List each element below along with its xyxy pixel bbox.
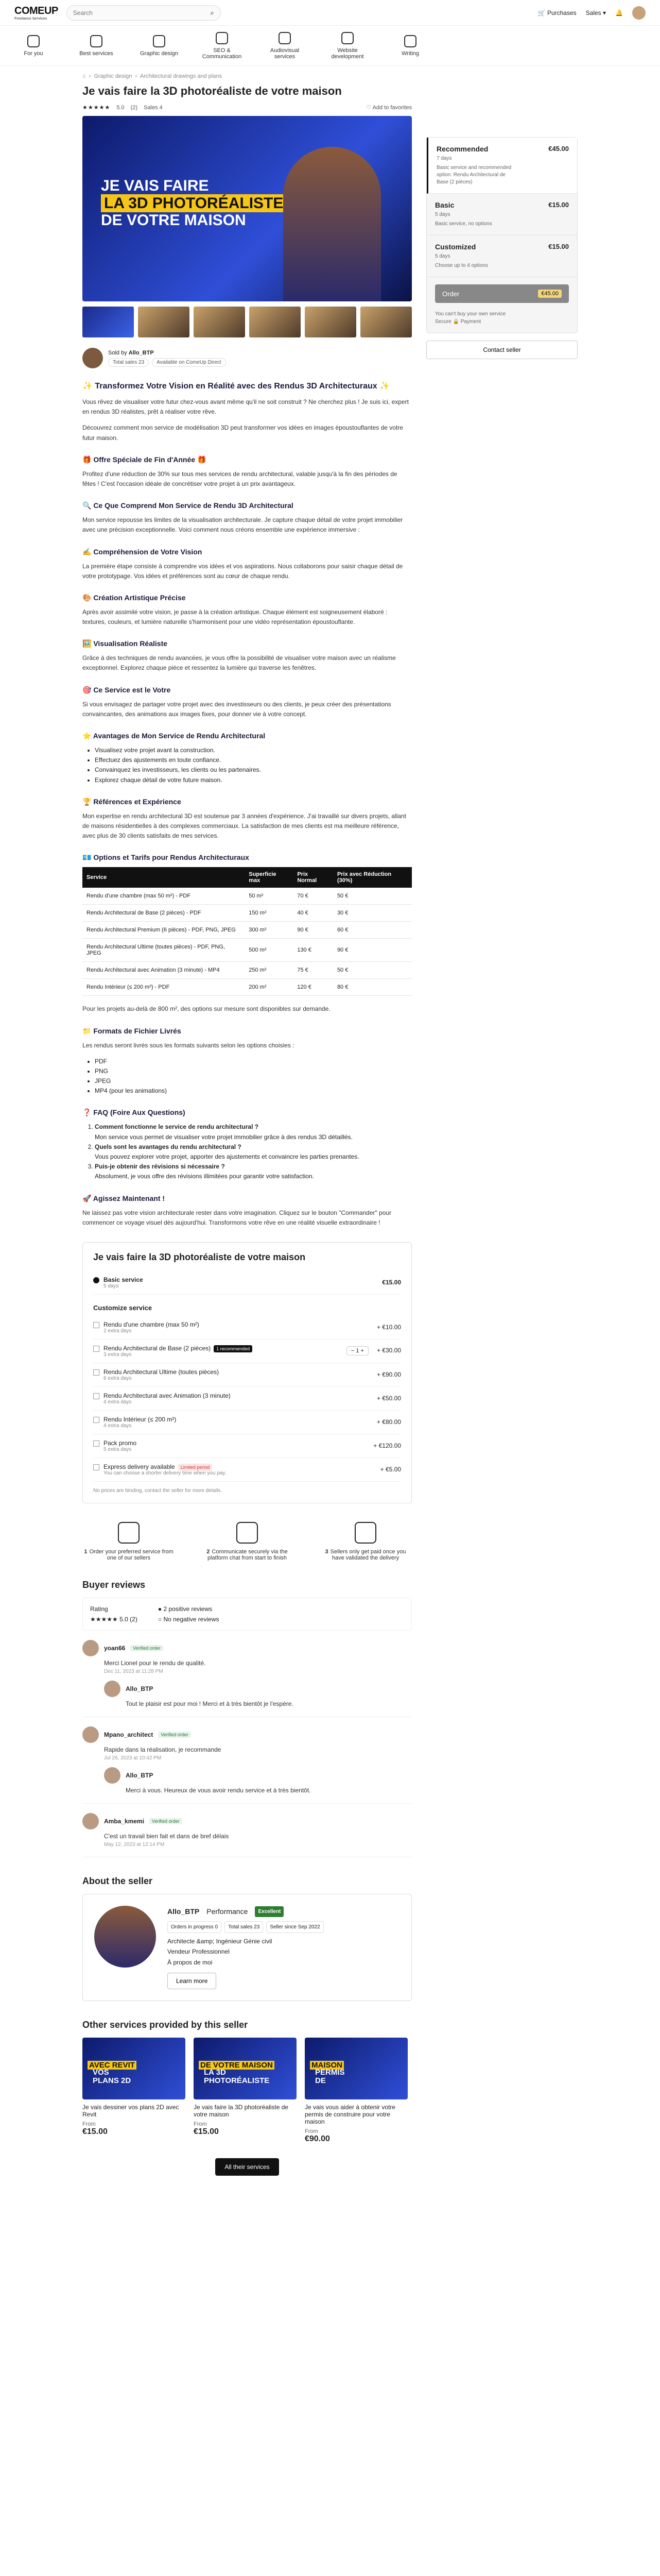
option-row[interactable]: Rendu Intérieur (≤ 200 m²) 4 extra days + €80.00 [93, 1411, 401, 1434]
rating-row: ★★★★★ 5.0 (2) Sales 4 ♡ Add to favorites [82, 104, 412, 111]
option-row[interactable]: Rendu Architectural avec Animation (3 minute) 4 extra days + €50.00 [93, 1387, 401, 1411]
service-card-image: LA 3D PHOTORÉALISTE DE VOTRE MAISON [194, 2038, 297, 2099]
money-icon [355, 1522, 376, 1544]
page-title: Je vais faire la 3D photoréaliste de votre maison [82, 84, 342, 97]
cat-audiovisual[interactable]: Audiovisual services [262, 32, 308, 60]
contact-seller-button[interactable]: Contact seller [426, 341, 578, 359]
checkbox[interactable] [93, 1464, 99, 1470]
seller-reply: Allo_BTP Tout le plaisir est pour moi ! Merci et à très bientôt je l'espère. [104, 1681, 412, 1707]
advantages-list: • Visualisez votre projet avant la construction. • Effectuez des ajustements en toute confiance. • Convainquez les investisseurs, les clients ou les partenaires. • Explorez chaque détail de votre future maison. [82, 745, 412, 785]
home-icon [27, 35, 40, 47]
main-column [82, 66, 412, 2190]
table-row: Rendu d'une chambre (max 50 m²) - PDF 50 m² 70 € 50 € [82, 888, 412, 905]
express-option[interactable]: Express delivery available Limited period You can choose a shorter delivery time when you pay. + €5.00 [93, 1458, 401, 1482]
sales-pill: Total sales 23 [108, 358, 149, 367]
star-rating-icon: ★★★★★ [90, 1615, 118, 1623]
breadcrumb-item[interactable]: Graphic design [94, 73, 132, 79]
sales-link[interactable]: Sales ▾ [585, 9, 606, 16]
pen-icon [153, 35, 165, 47]
plan-customized[interactable]: Customized 5 days Choose up to 4 options €15.00 [427, 235, 577, 277]
service-card[interactable]: VOS PLANS 2D AVEC REVIT Je vais dessiner vos plans 2D avec Revit From €15.00 [82, 2038, 185, 2144]
logo[interactable]: COMEUP Freelance Services [14, 5, 58, 21]
monitor-icon [341, 32, 354, 44]
table-row: Rendu Intérieur (≤ 200 m²) - PDF 200 m² 120 € 80 € [82, 979, 412, 996]
avatar[interactable] [82, 348, 103, 368]
seller-photo [283, 147, 381, 301]
radio-icon[interactable] [93, 1277, 99, 1283]
checkbox[interactable] [93, 1440, 99, 1447]
order-button[interactable]: Order €45.00 [435, 284, 569, 303]
thumbnail[interactable] [82, 307, 134, 337]
user-avatar[interactable] [632, 6, 646, 20]
home-icon[interactable]: ⌂ [82, 73, 86, 79]
thumbnail[interactable] [360, 307, 412, 337]
step: 1 Order your preferred service from one of our sellers [82, 1522, 175, 1561]
avatar [104, 1767, 120, 1784]
service-card-image: VOS PLANS 2D AVEC REVIT [82, 2038, 185, 2099]
avatar [82, 1640, 99, 1656]
seller-name[interactable]: Allo_BTP [128, 349, 154, 356]
thumbnail[interactable] [249, 307, 301, 337]
search-icon[interactable]: ⌕ [210, 8, 214, 16]
cat-seo[interactable]: SEO & Communication [199, 32, 245, 60]
category-nav [0, 26, 660, 66]
purchases-link[interactable]: 🛒 Purchases [537, 9, 577, 16]
avatar [104, 1681, 120, 1697]
option-row[interactable]: Rendu Architectural Ultime (toutes pièces) 6 extra days + €90.00 [93, 1363, 401, 1387]
star-rating-icon: ★★★★★ [82, 105, 111, 111]
seller-reply: Allo_BTP Merci à vous. Heureux de vous avoir rendu service et à très bientôt. [104, 1767, 412, 1794]
table-row: Rendu Architectural de Base (2 pièces) - PDF 150 m² 40 € 30 € [82, 905, 412, 922]
comeup-direct-pill: Available on ComeUp Direct [152, 358, 225, 367]
review: Mpano_architect Verified order Rapide dans la réalisation, je recommande Jul 26, 2023 at 10:42 PM Allo_BTP Merci à vous. Heureux de vous avoir rendu service et à très bientôt. [82, 1717, 412, 1804]
thumbnail-strip [82, 307, 412, 337]
option-row[interactable]: Pack promo 5 extra days + €120.00 [93, 1434, 401, 1458]
thumbnail[interactable] [194, 307, 245, 337]
review: yoan66 Verified order Merci Lionel pour le rendu de qualité. Dec 11, 2023 at 11:28 PM Allo_BTP Tout le plaisir est pour moi ! Merci et à très bientôt je l'espère. [82, 1631, 412, 1717]
cat-best[interactable]: Best services [73, 35, 119, 57]
breadcrumb: ⌂ › Graphic design › Architectural drawings and plans [82, 73, 222, 79]
checkbox[interactable] [93, 1346, 99, 1352]
chart-icon [216, 32, 228, 44]
plan-recommended[interactable]: Recommended 7 days Basic service and recommended option: Rendu Architectural de Base (2 pièces) €45.00 [427, 138, 577, 194]
chat-icon [236, 1522, 258, 1544]
quantity-stepper[interactable]: − 1 + [346, 1346, 369, 1355]
checkbox[interactable] [93, 1393, 99, 1399]
bell-icon[interactable]: 🔔 [615, 9, 623, 16]
pencil-icon [404, 35, 416, 47]
avatar [82, 1813, 99, 1829]
avatar [82, 1726, 99, 1743]
rating-summary: Rating ★★★★★ 5.0 (2) ● 2 positive reviews ○ No negative reviews [82, 1598, 412, 1631]
reviews-title: Buyer reviews [82, 1579, 146, 1590]
recommended-badge: 1 recommended [214, 1345, 252, 1352]
price-table: Service Superficie max Prix Normal Prix avec Réduction (30%) Rendu d'une chambre (max 50 m²) - PDF 50 m² 70 € 50 € Rendu Architectural de Base (2 pièces) - PDF 150 m² 40 € 30 € Rendu Architectural Premium (6 pièces) - PDF, PNG, JPEG 300 m² 90 € 60 € Rendu Architectural Ultime (toutes pièces) - PDF, PNG, JPEG 500 m² 130 € 90 € Rendu Architectural avec Animation (3 minute) - MP4 250 m² 75 € 50 € Rendu Intérieur (≤ 200 m²) - PDF 200 m² 120 € 80 € [82, 867, 412, 996]
faq-list: 1. Comment fonctionne le service de rendu architectural ? Mon service vous permet de visualiser votre projet immobilier grâce à des rendus 3D détaillés. 2. Quels sont les avantages du rendu architectural ? Vous pouvez explorer votre projet, apporter des ajustements et convaincre les parties prenantes. 3. Puis-je obtenir des révisions si nécessaire ? Absolument, je vous offre des révisions illimitées pour garantir votre satisfaction. [82, 1122, 412, 1181]
checkbox[interactable] [93, 1417, 99, 1423]
service-main-image[interactable] [82, 116, 412, 301]
basic-service-option[interactable]: Basic service 5 days €15.00 [93, 1271, 401, 1295]
hero-text: JE VAIS FAIRE LA 3D PHOTORÉALISTE DE VOTRE MAISON [101, 178, 286, 229]
option-row[interactable]: Rendu d'une chambre (max 50 m²) 2 extra days + €10.00 [93, 1316, 401, 1340]
plan-basic[interactable]: Basic 5 days Basic service, no options €15.00 [427, 194, 577, 235]
cat-website[interactable]: Website development [324, 32, 371, 60]
star-icon [90, 35, 102, 47]
search-bar[interactable] [66, 5, 221, 21]
seller-line: Sold by Allo_BTP Total sales 23 Available on ComeUp Direct [82, 348, 412, 368]
cart-icon [118, 1522, 140, 1544]
cat-for-you[interactable]: For you [10, 35, 57, 57]
breadcrumb-item[interactable]: Architectural drawings and plans [140, 73, 222, 79]
service-description: ✨ Transformez Votre Vision en Réalité avec des Rendus 3D Architecturaux ✨ Vous rêvez de visualiser votre futur chez-vous avant même qu'il ne soit construit ? Ne cherchez plus ! Je suis ici, expert en rendus 3D réalistes, prêt à réaliser votre rêve. Découvrez comment mon service de modélisation 3D peut transformer vos idées en images époustouflantes de votre futur maison. 🎁 Offre Spéciale de Fin d'Année 🎁 Profitez d'une réduction de 30% sur tous mes services de rendu architectural, valable jusqu'à la fin des périodes de fêtes ! C'est l'occasion idéale de concrétiser votre projet à un prix avantageux. 🔍 Ce Que Comprend Mon Service de Rendu 3D Architectural Mon service repousse les limites de la visualisation architecturale. Je capture chaque détail de votre projet immobilier avec une précision exceptionnelle. Voici comment nous créons ensemble une expérience immersive : ✍️ Compréhension de Votre Vision La première étape consiste à comprendre vos idées et vos aspirations. Nous collaborons pour saisir chaque détail de votre prototypage. Vos idées et préférences sont au cœur de chaque rendu. 🎨 Création Artistique Précise Après avoir assimilé votre vision, je passe à la création artistique. Chaque élément est soigneusement élaboré : textures, couleurs, et lumière naturelle s'harmonisent pour une vidéo représentation époustouflante. 🖼️ Visualisation Réaliste Grâce à des techniques de rendu avancées, je vous offre la possibilité de visualiser votre maison avec un réalisme exceptionnel. Explorez chaque pièce et ressentez la lumière qui traverse les fenêtres. 🎯 Ce Service est le Votre Si vous envisagez de partager votre projet avec des investisseurs ou des clients, je peux créer des présentations convaincantes, des animations aux images fixes, pour donner vie à votre concept. ⭐ Avantages de Mon Service de Rendu Architectural • Visualisez votre projet avant la construction. • Effectuez des ajustements en toute confiance. • Convainquez les investisseurs, les clients ou les partenaires. • Explorez chaque détail de votre future maison. 🏆 Références et Expérience Mon expertise en rendu architectural 3D est soutenue par 3 années d'expérience. J'ai travaillé sur divers projets, allant de maisons résidentielles à des complexes commerciaux. La satisfaction de mes clients est ma meilleure référence, avec plus de 30 clients satisfaits de mes services. 💶 Options et Tarifs pour Rendus Architecturaux Service Superficie max Prix Normal Prix avec Réduction (30%) Rendu d'une chambre (max 50 m²) - PDF 50 m² 70 € 50 € Rendu Architectural de Base (2 pièces) - PDF 150 m² 40 € 30 € Rendu Architectural Premium (6 pièces) - PDF, PNG, JPEG 300 m² 90 € 60 € Rendu Architectural Ultime (toutes pièces) - PDF, PNG, JPEG 500 m² 130 € 90 € Rendu Architectural avec Animation (3 minute) - MP4 250 m² 75 € 50 € Rendu Intérieur (≤ 200 m²) - PDF 200 m² 120 € 80 € Pour les projets au-delà de 800 m², des options sur mesure sont disponibles sur demande. 📁 Formats de Fichier Livrés Les rendus seront livrés sous les formats suivants selon les options choisies : • PDF • PNG • JPEG • MP4 (pour les animations) ❓ FAQ (Foire Aux Questions) 1. Comment fonctionne le service de rendu architectural ? Mon service vous permet de visualiser votre projet immobilier grâce à des rendus 3D détaillés. 2. Quels sont les avantages du rendu architectural ? Vous pouvez explorer votre projet, apporter des ajustements et convaincre les parties prenantes. 3. Puis-je obtenir des révisions si nécessaire ? Absolument, je vous offre des révisions illimitées pour garantir votre satisfaction. 🚀 Agissez Maintenant ! Ne laissez pas votre vision architecturale rester dans votre imagination. Cliquez sur le bouton "Commander" pour commencer ce voyage visuel dès aujourd'hui. Transformons votre rêve en une réalité visuelle extraordinaire ! [82, 381, 412, 1228]
cat-writing[interactable]: Writing [387, 35, 433, 57]
checkbox[interactable] [93, 1322, 99, 1328]
learn-more-button[interactable]: Learn more [167, 1973, 216, 1989]
sidebar-note: You can't buy your own service Secure 🔒 Payment [435, 311, 506, 325]
about-seller: Allo_BTP Performance Excellent Orders in progress 0 Total sales 23 Seller since Sep 2022 Architecte &amp; Ingénieur Génie civil Vendeur Professionnel À propos de moi Learn more [82, 1894, 412, 2001]
thumbnail[interactable] [138, 307, 189, 337]
step: 2 Communicate securely via the platform chat from start to finish [201, 1522, 293, 1561]
formats-list: • PDF • PNG • JPEG • MP4 (pour les animations) [82, 1057, 412, 1096]
table-row: Rendu Architectural avec Animation (3 minute) - MP4 250 m² 75 € 50 € [82, 962, 412, 979]
table-row: Rendu Architectural Premium (6 pièces) - PDF, PNG, JPEG 300 m² 90 € 60 € [82, 922, 412, 939]
cat-graphic[interactable]: Graphic design [136, 35, 182, 57]
about-title: About the seller [82, 1875, 153, 1886]
checkbox[interactable] [93, 1369, 99, 1376]
other-services-title: Other services provided by this seller [82, 2019, 248, 2030]
service-card[interactable]: PERMIS DE MAISON Je vais vous aider à obtenir votre permis de construire pour votre maison From €90.00 [305, 2038, 408, 2144]
all-services-button[interactable]: All their services [215, 2158, 279, 2176]
review: Amba_kmemi Verified order C'est un travail bien fait et dans de bref délais May 12, 2023 at 12:14 PM [82, 1804, 412, 1857]
search-input[interactable] [73, 9, 197, 16]
video-icon [279, 32, 291, 44]
service-card-image: PERMIS DE MAISON [305, 2038, 408, 2099]
how-it-works [82, 1522, 412, 1561]
option-row[interactable]: Rendu Architectural de Base (2 pièces) 1 recommended 3 extra days − 1 + + €30.00 [93, 1340, 401, 1363]
level-badge: Excellent [255, 1906, 284, 1917]
step: 3 Sellers only get paid once you have validated the delivery [319, 1522, 412, 1561]
table-row: Rendu Architectural Ultime (toutes pièces) - PDF, PNG, JPEG 500 m² 130 € 90 € [82, 939, 412, 962]
plan-selector [426, 137, 578, 333]
thumbnail[interactable] [305, 307, 356, 337]
service-card[interactable]: LA 3D PHOTORÉALISTE DE VOTRE MAISON Je vais faire la 3D photoréaliste de votre maison From €15.00 [194, 2038, 297, 2144]
order-configurator: Je vais faire la 3D photoréaliste de votre maison Basic service 5 days €15.00 Customize service Rendu d'une chambre (max 50 m²) 2 extra days + €10.00 Rendu Architectural de Base (2 pièces) 1 recommended 3 extra days − 1 + + €30.00 Rendu Architectural Ultime (toutes pièces) 6 extra days + €90.00 Rendu Architectural avec Animation (3 minute) 4 extra days + €50.00 Rendu Intérieur (≤ 200 m²) 4 extra days + €80.00 Pack promo 5 extra days + €120.00 Express delivery available Limited period You can choose a shorter delivery time when you pay. + €5.00 No prices are binding, contact the seller for more details. [82, 1242, 412, 1503]
top-header [0, 0, 660, 26]
other-services [82, 2038, 412, 2144]
favorite-button[interactable]: ♡ Add to favorites [366, 105, 412, 111]
seller-avatar[interactable] [94, 1906, 156, 1968]
pricing-sidebar [426, 66, 578, 2190]
